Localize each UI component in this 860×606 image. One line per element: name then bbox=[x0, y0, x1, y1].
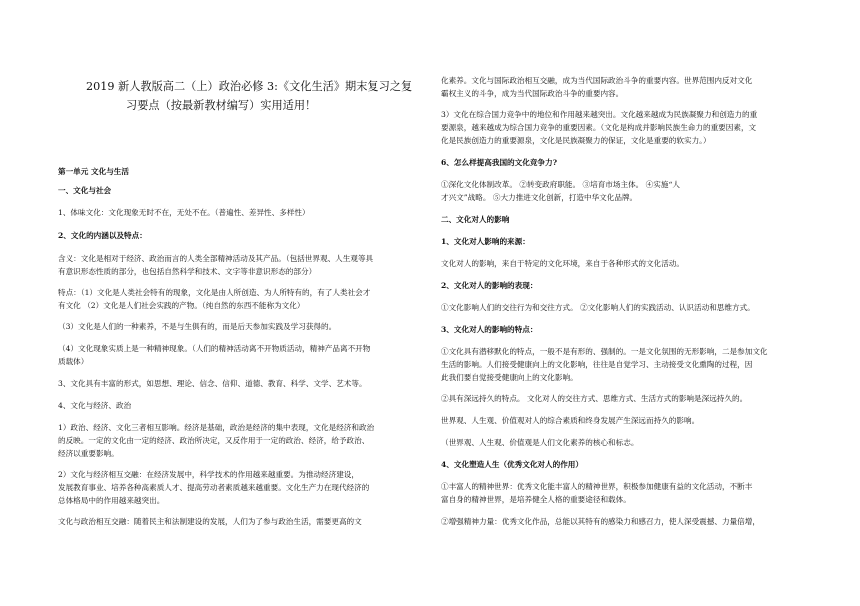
paragraph-line: 文化与政治相互交融：随着民主和法制建设的发展，人们为了参与政治生活，需要更高的文 bbox=[58, 517, 362, 526]
subsection-heading: 1、文化对人影响的来源： bbox=[441, 237, 530, 246]
unit-heading: 第一单元 文化与生活 bbox=[58, 167, 129, 176]
subsection-heading: 6、怎么样提高我国的文化竞争力? bbox=[441, 158, 558, 167]
paragraph-line: 化是民族创造力的重要源泉，文化是民族凝聚力的保证，文化是重要的软实力。） bbox=[441, 136, 711, 145]
paragraph-line: 质载体） bbox=[58, 357, 89, 366]
paragraph-line: ②增强精神力量：优秀文化作品，总能以其特有的感染力和感召力，使人深受震撼、力量倍增， bbox=[441, 517, 760, 526]
paragraph-line: 化素养。文化与国际政治相互交融，成为当代国际政治斗争的重要内容。世界范围内反对文化 bbox=[441, 76, 753, 85]
paragraph-line: （世界观、人生观、价值观是人们文化素养的核心和标志。 bbox=[441, 438, 639, 447]
paragraph-line: 的反映。一定的文化由一定的经济、政治所决定，又反作用于一定的政治、经济，给予政治、 bbox=[58, 436, 370, 445]
paragraph-line: ①文化影响人们的交往行为和交往方式。 ②文化影响人们的实践活动、认识活动和思维方式。 bbox=[441, 303, 755, 312]
paragraph-line: 特点：（1）文化是人类社会特有的现象，文化是由人所创造、为人所特有的，有了人类社会才 bbox=[58, 288, 371, 297]
paragraph-line: 含义：文化是相对于经济、政治而言的人类全部精神活动及其产品。（包括世界观、人生观等具 bbox=[58, 254, 374, 263]
paragraph-line: 总体格局中的作用越来越突出。 bbox=[58, 496, 165, 505]
paragraph-line: 此我们要自觉接受健康向上的文化影响。 bbox=[441, 373, 578, 382]
paragraph-line: 2）文化与经济相互交融：在经济发展中，科学技术的作用越来越重要。为推动经济建设， bbox=[58, 470, 359, 479]
paragraph-line: ①深化文化体制改革。 ②转变政府职能。 ③培育市场主体。 ④实施“人 bbox=[441, 180, 680, 189]
paragraph-line: 3）文化在综合国力竞争中的地位和作用越来越突出。文化越来越成为民族凝聚力和创造力的重 bbox=[441, 110, 758, 119]
paragraph-line: 才兴文”战略。 ⑤大力推进文化创新，打造中华文化品牌。 bbox=[441, 193, 638, 202]
paragraph-line: ①文化具有潜移默化的特点，一般不是有形的、强制的。一是文化氛围的无形影响，二是参加文化 bbox=[441, 347, 768, 356]
paragraph-line: 霸权主义的斗争，成为当代国际政治斗争的重要内容。 bbox=[441, 89, 624, 98]
document-title-line-1: 2019 新人教版高二（上）政治必修 3:《文化生活》期末复习之复 bbox=[86, 80, 413, 93]
paragraph-line: 生活的影响。人们接受健康向上的文化影响，往往是自觉学习、主动接受文化熏陶的过程，因 bbox=[441, 360, 753, 369]
paragraph-line: ②具有深远持久的特点。 文化对人的交往方式、思维方式、生活方式的影响是深远持久的。 bbox=[441, 394, 748, 403]
paragraph-line: 有文化 （2）文化是人们社会实践的产物。（纯自然的东西不能称为文化） bbox=[58, 301, 305, 310]
subsection-heading: 3、文化对人的影响的特点： bbox=[441, 325, 538, 334]
subsection-heading: 2、文化的内涵以及特点： bbox=[58, 231, 147, 240]
paragraph-line: 富自身的精神世界，是培养健全人格的重要途径和载体。 bbox=[441, 495, 631, 504]
paragraph-line: 1、体味文化：文化现象无时不在，无处不在。（普遍性、差异性、多样性） bbox=[58, 208, 310, 217]
paragraph-line: 经济以重要影响。 bbox=[58, 449, 119, 458]
subsection-heading: 2、文化对人的影响的表现： bbox=[441, 281, 538, 290]
paragraph-line: ①丰富人的精神世界：优秀文化能丰富人的精神世界，积极参加健康有益的文化活动，不断丰 bbox=[441, 482, 753, 491]
paragraph-line: 4、文化与经济、政治 bbox=[58, 401, 132, 410]
paragraph-line: 文化对人的影响，来自于特定的文化环境，来自于各种形式的文化活动。 bbox=[441, 259, 684, 268]
subsection-heading: 4、文化塑造人生（优秀文化对人的作用） bbox=[441, 460, 583, 469]
paragraph-line: 发展教育事业、培养各种高素质人才、提高劳动者素质越来越重要。文化生产力在现代经济的 bbox=[58, 483, 370, 492]
paragraph-line: 世界观、人生观、价值观对人的综合素质和终身发展产生深远而持久的影响。 bbox=[441, 416, 700, 425]
paragraph-line: 要源泉，越来越成为综合国力竞争的重要因素。（文化是构成并影响民族生命力的重要因素，文 bbox=[441, 123, 757, 132]
document-title-line-2: 习要点（按最新教材编写）实用适用！ bbox=[126, 99, 317, 112]
paragraph-line: 3、文化具有丰富的形式，如思想、理论、信念、信仰、道德、教育、科学、文学、艺术等。 bbox=[58, 379, 367, 388]
section-heading: 二、文化对人的影响 bbox=[441, 215, 510, 224]
paragraph-line: （3）文化是人们的一种素养，不是与生俱有的，而是后天参加实践及学习获得的。 bbox=[58, 322, 337, 331]
section-heading: 一、文化与社会 bbox=[58, 186, 112, 195]
paragraph-line: 有意识形态性质的部分，也包括自然科学和技术、文字等非意识形态的部分） bbox=[58, 267, 317, 276]
paragraph-line: （4）文化现象实质上是一种精神现象。（人们的精神活动离不开物质活动，精神产品离不开物 bbox=[58, 344, 371, 353]
paragraph-line: 1）政治、经济、文化三者相互影响。经济是基础，政治是经济的集中表现，文化是经济和政治 bbox=[58, 423, 375, 432]
